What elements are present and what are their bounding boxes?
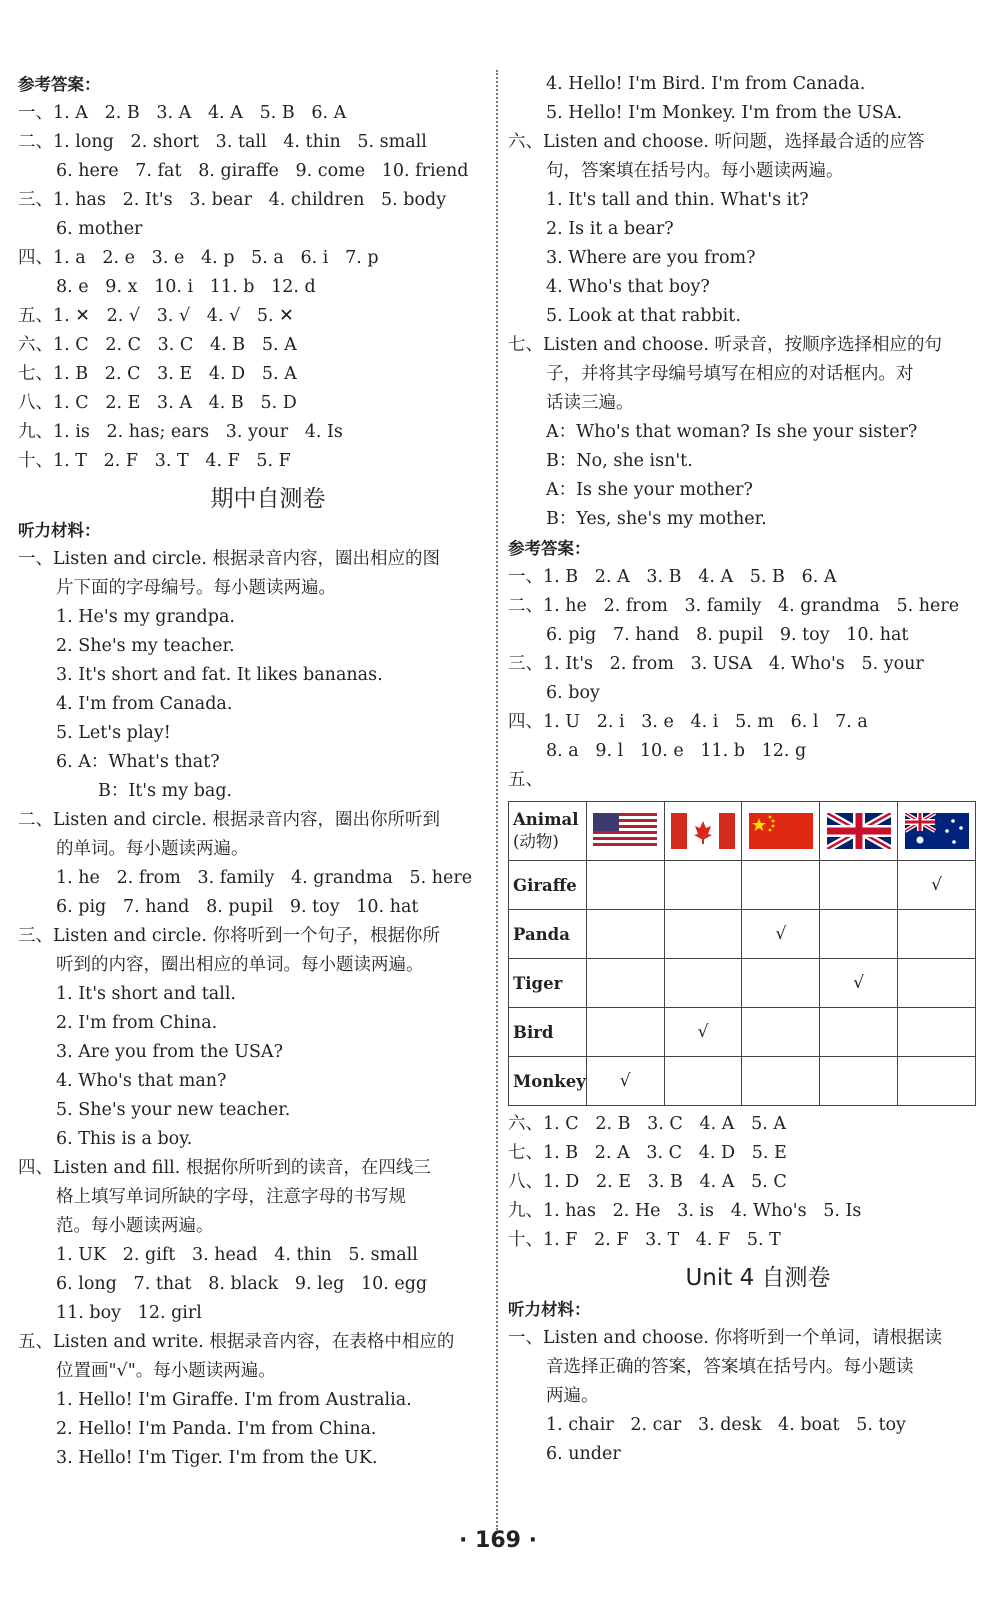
list-item: 2. She's my teacher. (56, 636, 235, 656)
canada-flag-icon (671, 813, 735, 849)
listening-heading: 听力材料： (508, 1300, 591, 1319)
check-cell (664, 1057, 742, 1106)
answer-line: 三、1. It's 2. from 3. USA 4. Who's 5. your (508, 654, 924, 674)
list-item: 1. It's short and tall. (56, 984, 236, 1004)
answer-line: 一、1. A 2. B 3. A 4. A 5. B 6. A (18, 103, 347, 123)
dialog-line: B：No, she isn't. (546, 451, 693, 471)
dialog-line: A：Who's that woman? Is she your sister? (546, 422, 918, 442)
answer-line: 四、1. a 2. e 3. e 4. p 5. a 6. i 7. p (18, 248, 379, 268)
list-item: B：It's my bag. (98, 781, 233, 801)
check-cell (820, 910, 898, 959)
check-cell (898, 1008, 976, 1057)
list-item: 6. A：What's that? (56, 752, 220, 772)
dialog-line: A：Is she your mother? (546, 480, 753, 500)
answer-line: 五、1. ✕ 2. √ 3. √ 4. √ 5. ✕ (18, 306, 294, 326)
check-cell (664, 910, 742, 959)
check-cell (898, 1057, 976, 1106)
row-animal: Panda (509, 910, 587, 959)
answer-line: 8. a 9. l 10. e 11. b 12. g (546, 741, 807, 761)
answer-line: 十、1. F 2. F 3. T 4. F 5. T (508, 1230, 781, 1250)
answer-line: 五、 (508, 770, 543, 790)
listening-heading: 听力材料： (18, 521, 101, 540)
list-item: 6. long 7. that 8. black 9. leg 10. egg (56, 1274, 428, 1294)
list-item: 11. boy 12. girl (56, 1303, 202, 1323)
check-cell (586, 861, 664, 910)
list-item: 4. Hello! I'm Bird. I'm from Canada. (546, 74, 866, 94)
section-line: 位置画"√"。每小题读两遍。 (56, 1361, 276, 1381)
table-row (509, 1008, 976, 1057)
check-cell (664, 861, 742, 910)
table-row (509, 959, 976, 1008)
check-cell (742, 861, 820, 910)
row-animal: Giraffe (509, 861, 587, 910)
answer-line: 6. here 7. fat 8. giraffe 9. come 10. friend (56, 161, 469, 181)
answer-line: 七、1. B 2. C 3. E 4. D 5. A (18, 364, 297, 384)
answers-heading: 参考答案： (508, 539, 591, 558)
list-item: 1. UK 2. gift 3. head 4. thin 5. small (56, 1245, 418, 1265)
list-item: 3. Where are you from? (546, 248, 756, 268)
section-line: 六、Listen and choose. 听问题，选择最合适的应答 (508, 132, 925, 152)
check-cell (742, 1008, 820, 1057)
section-line: 二、Listen and circle. 根据录音内容，圈出你所听到 (18, 810, 441, 830)
section-line: 听到的内容，圈出相应的单词。每小题读两遍。 (56, 955, 424, 975)
check-cell (742, 959, 820, 1008)
list-item: 1. He's my grandpa. (56, 607, 235, 627)
section-line: 一、Listen and choose. 你将听到一个单词，请根据读 (508, 1328, 942, 1348)
australia-flag-icon (905, 813, 969, 849)
list-item: 5. She's your new teacher. (56, 1100, 291, 1120)
list-item: 3. Hello! I'm Tiger. I'm from the UK. (56, 1448, 378, 1468)
dialog-line: B：Yes, she's my mother. (546, 509, 767, 529)
answers-heading: 参考答案： (18, 75, 101, 94)
table-row (509, 910, 976, 959)
section-line: 片下面的字母编号。每小题读两遍。 (56, 578, 336, 598)
answer-line: 九、1. has 2. He 3. is 4. Who's 5. Is (508, 1201, 862, 1221)
check-cell: √ (664, 1008, 742, 1057)
section-line: 一、Listen and circle. 根据录音内容，圈出相应的图 (18, 549, 441, 569)
answer-line: 二、1. long 2. short 3. tall 4. thin 5. small (18, 132, 427, 152)
section-line: 三、Listen and circle. 你将听到一个句子，根据你所 (18, 926, 441, 946)
list-item: 6. under (546, 1444, 621, 1464)
list-item: 3. Are you from the USA? (56, 1042, 283, 1062)
usa-flag-icon (593, 813, 657, 849)
section-line: 四、Listen and fill. 根据你所听到的读音，在四线三 (18, 1158, 431, 1178)
answer-line: 八、1. C 2. E 3. A 4. B 5. D (18, 393, 297, 413)
right-column (508, 70, 978, 1469)
section-line: 话读三遍。 (546, 393, 634, 413)
check-cell (898, 959, 976, 1008)
list-item: 2. Hello! I'm Panda. I'm from China. (56, 1419, 377, 1439)
header-animal-en: Animal (513, 810, 579, 829)
list-item: 1. chair 2. car 3. desk 4. boat 5. toy (546, 1415, 906, 1435)
check-cell (586, 910, 664, 959)
check-cell (586, 1008, 664, 1057)
answer-line: 六、1. C 2. C 3. C 4. B 5. A (18, 335, 297, 355)
table-row (509, 1057, 976, 1106)
check-cell (820, 861, 898, 910)
page-number: · 169 · (459, 1528, 537, 1553)
check-cell (586, 959, 664, 1008)
list-item: 6. This is a boy. (56, 1129, 193, 1149)
answer-line: 十、1. T 2. F 3. T 4. F 5. F (18, 451, 291, 471)
section-line: 七、Listen and choose. 听录音，按顺序选择相应的句 (508, 335, 942, 355)
list-item: 4. Who's that man? (56, 1071, 227, 1091)
check-cell (664, 959, 742, 1008)
china-flag-icon (749, 813, 813, 849)
list-item: 1. It's tall and thin. What's it? (546, 190, 809, 210)
check-cell: √ (586, 1057, 664, 1106)
header-animal-cn: (动物) (513, 832, 559, 851)
check-cell (820, 1057, 898, 1106)
check-cell: √ (820, 959, 898, 1008)
answer-table (508, 801, 976, 1106)
table-header-animal (509, 802, 587, 861)
section-line: 五、Listen and write. 根据录音内容，在表格中相应的 (18, 1332, 455, 1352)
list-item: 4. Who's that boy? (546, 277, 710, 297)
section-line: 范。每小题读两遍。 (56, 1216, 214, 1236)
section-line: 两遍。 (546, 1386, 599, 1406)
table-row (509, 861, 976, 910)
list-item: 6. pig 7. hand 8. pupil 9. toy 10. hat (56, 897, 419, 917)
check-cell (742, 1057, 820, 1106)
list-item: 2. Is it a bear? (546, 219, 674, 239)
unit4-title: Unit 4 自测卷 (685, 1265, 831, 1291)
check-cell (820, 1008, 898, 1057)
answer-line: 6. mother (56, 219, 143, 239)
list-item: 4. I'm from Canada. (56, 694, 233, 714)
answer-line: 六、1. C 2. B 3. C 4. A 5. A (508, 1114, 786, 1134)
list-item: 5. Hello! I'm Monkey. I'm from the USA. (546, 103, 903, 123)
answer-line: 6. pig 7. hand 8. pupil 9. toy 10. hat (546, 625, 909, 645)
column-divider (496, 70, 498, 1530)
list-item: 2. I'm from China. (56, 1013, 218, 1033)
list-item: 3. It's short and fat. It likes bananas. (56, 665, 383, 685)
row-animal: Bird (509, 1008, 587, 1057)
answer-line: 一、1. B 2. A 3. B 4. A 5. B 6. A (508, 567, 837, 587)
answer-line: 九、1. is 2. has; ears 3. your 4. Is (18, 422, 343, 442)
answer-line: 三、1. has 2. It's 3. bear 4. children 5. body (18, 190, 447, 210)
left-column (18, 70, 488, 1473)
answer-line: 二、1. he 2. from 3. family 4. grandma 5. here (508, 596, 960, 616)
midterm-title: 期中自测卷 (210, 486, 326, 512)
answer-line: 七、1. B 2. A 3. C 4. D 5. E (508, 1143, 787, 1163)
answer-line: 四、1. U 2. i 3. e 4. i 5. m 6. l 7. a (508, 712, 868, 732)
section-line: 格上填写单词所缺的字母，注意字母的书写规 (56, 1187, 406, 1207)
uk-flag-icon (827, 813, 891, 849)
section-line: 句，答案填在括号内。每小题读两遍。 (546, 161, 844, 181)
section-line: 音选择正确的答案，答案填在括号内。每小题读 (546, 1357, 914, 1377)
check-cell (898, 910, 976, 959)
list-item: 5. Look at that rabbit. (546, 306, 741, 326)
row-animal: Monkey (509, 1057, 587, 1106)
row-animal: Tiger (509, 959, 587, 1008)
answer-line: 8. e 9. x 10. i 11. b 12. d (56, 277, 316, 297)
table-header-row (509, 802, 976, 861)
section-line: 的单词。每小题读两遍。 (56, 839, 249, 859)
list-item: 5. Let's play! (56, 723, 171, 743)
answer-line: 八、1. D 2. E 3. B 4. A 5. C (508, 1172, 787, 1192)
list-item: 1. Hello! I'm Giraffe. I'm from Australia. (56, 1390, 412, 1410)
list-item: 1. he 2. from 3. family 4. grandma 5. here (56, 868, 473, 888)
answer-line: 6. boy (546, 683, 600, 703)
check-cell: √ (898, 861, 976, 910)
check-cell: √ (742, 910, 820, 959)
section-line: 子，并将其字母编号填写在相应的对话框内。对 (546, 364, 914, 384)
